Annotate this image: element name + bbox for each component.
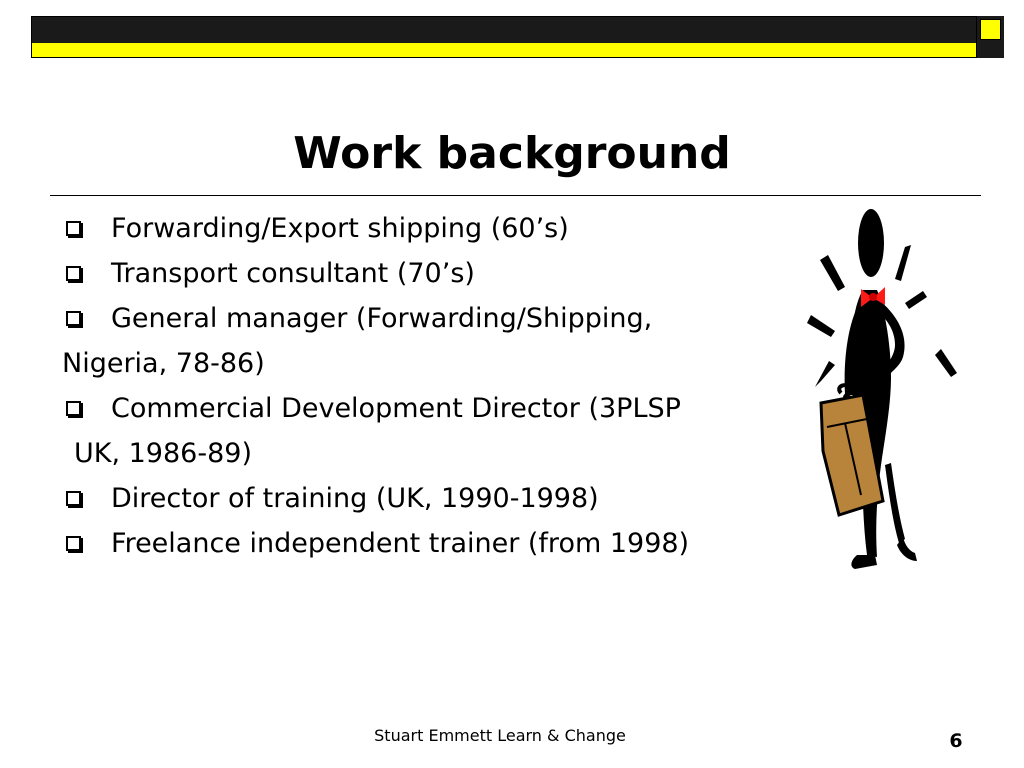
bow-tie-knot xyxy=(869,293,877,301)
bullet-continuation xyxy=(62,431,822,476)
hollow-square-bullet-icon xyxy=(66,221,81,236)
hollow-square-bullet-icon xyxy=(66,401,81,416)
bullet-continuation xyxy=(62,341,822,386)
bullet-text: Forwarding/Export shipping (60’s) xyxy=(111,213,569,244)
bullet-text: Freelance independent trainer (from 1998) xyxy=(111,528,690,559)
businessman-with-briefcase-clipart xyxy=(805,205,975,575)
bullet-text: General manager (Forwarding/Shipping, xyxy=(111,303,653,334)
bullet-continuation-text: Nigeria, 78-86) xyxy=(62,348,265,379)
bullet-item xyxy=(62,296,822,341)
hollow-square-bullet-icon xyxy=(66,311,81,326)
bullet-item xyxy=(62,476,822,521)
figure-foot-left xyxy=(851,555,877,569)
bullet-text: Director of training (UK, 1990-1998) xyxy=(111,483,599,514)
header-bar-dark-stripe xyxy=(32,17,976,43)
header-bar xyxy=(31,16,977,58)
figure-head xyxy=(858,209,884,277)
header-corner-square xyxy=(980,19,1001,40)
slide-title: Work background xyxy=(293,128,731,179)
bullet-item xyxy=(62,251,822,296)
hollow-square-bullet-icon xyxy=(66,266,81,281)
title-divider xyxy=(50,195,981,196)
bullet-item xyxy=(62,206,822,251)
header-corner-block xyxy=(977,16,1004,58)
bullet-list xyxy=(62,206,822,566)
bullet-text: Commercial Development Director (3PLSP xyxy=(111,393,681,424)
footer-text: Stuart Emmett Learn & Change xyxy=(374,726,626,745)
bullet-continuation-text: UK, 1986-89) xyxy=(74,438,252,469)
header-bar-yellow-stripe xyxy=(32,43,976,58)
figure-leg-right xyxy=(885,463,905,543)
page-number: 6 xyxy=(949,730,963,752)
bullet-item xyxy=(62,386,822,431)
bullet-text: Transport consultant (70’s) xyxy=(111,258,475,289)
bullet-item xyxy=(62,521,822,566)
hollow-square-bullet-icon xyxy=(66,536,81,551)
hollow-square-bullet-icon xyxy=(66,491,81,506)
